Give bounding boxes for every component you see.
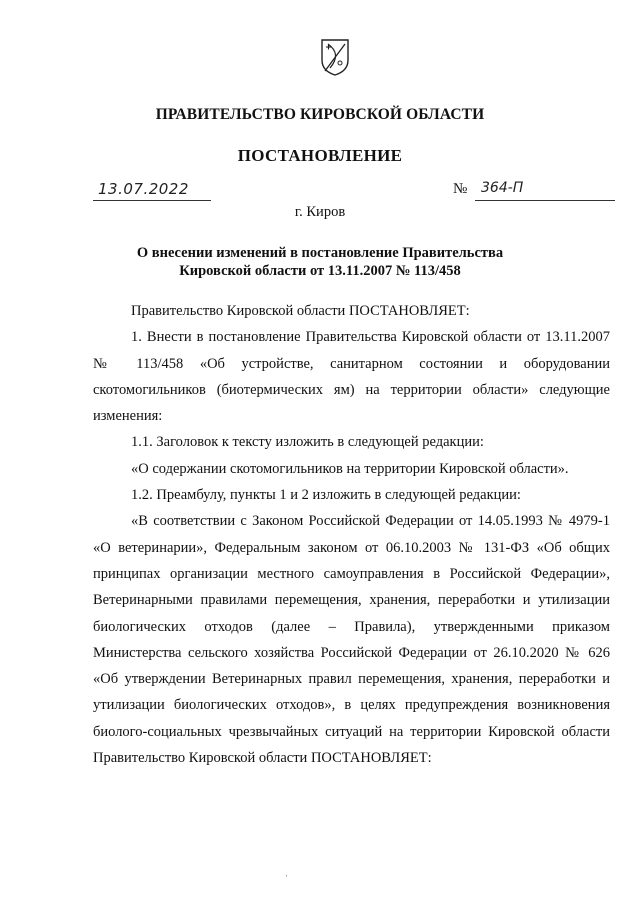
paragraph-new-title: «О содержании скотомогильников на территории Кировской области». [131,460,569,477]
document-body [93,298,610,771]
paragraph-item-1: 1. Внести в постановление Правительства Кировской области от 13.11.2007 № 113/458 «Об устройстве, санитарном состоянии и оборудовании скотомогильников (биотермических ям) на территории области» следующие изменения: [93,329,610,425]
scan-mark: ˈ [285,874,289,885]
document-type-title: ПОСТАНОВЛЕНИЕ [237,146,403,165]
subject-line-2: Кировской области от 13.11.2007 № 113/458 [179,263,461,279]
document-date-field [93,180,211,204]
document-number-field [453,180,615,204]
number-underline [475,200,615,201]
document-date: 13.07.2022 [98,180,189,198]
date-underline [93,200,211,201]
city-name: г. Киров [294,204,346,220]
paragraph-item-1-1: 1.1. Заголовок к тексту изложить в следующей редакции: [131,434,484,451]
organization-title: ПРАВИТЕЛЬСТВО КИРОВСКОЙ ОБЛАСТИ [155,106,485,123]
subject-line-1: О внесении изменений в постановление Правительства [136,245,504,261]
paragraph-preamble: «В соответствии с Законом Российской Федерации от 14.05.1993 № 4979-1 «О ветеринарии», Федеральным законом от 06.10.2003 № 131-ФЗ «Об общих принципах организации местного самоуправления в Российской Федерации», Ветеринарными правилами перемещения, хранения, переработки и утилизации биологических отходов (далее – Правила), утвержденными приказом Министерства сельского хозяйства Российской Федерации от 26.10.2020 № 626 «Об утверждении Ветеринарных правил перемещения, хранения, переработки и утилизации биологических отходов», в целях предупреждения возникновения биолого-социальных чрезвычайных ситуаций на территории Кировской области Правительство Кировской области ПОСТАНОВЛЯЕТ: [93,513,610,767]
document-number: 364-П [481,180,524,196]
number-sign: № [453,181,468,197]
paragraph-decree-intro: Правительство Кировской области ПОСТАНОВЛЯЕТ: [131,303,470,319]
document-subject [0,244,640,280]
kirov-coat-of-arms-icon [320,38,350,76]
paragraph-item-1-2: 1.2. Преамбулу, пункты 1 и 2 изложить в следующей редакции: [131,487,521,504]
